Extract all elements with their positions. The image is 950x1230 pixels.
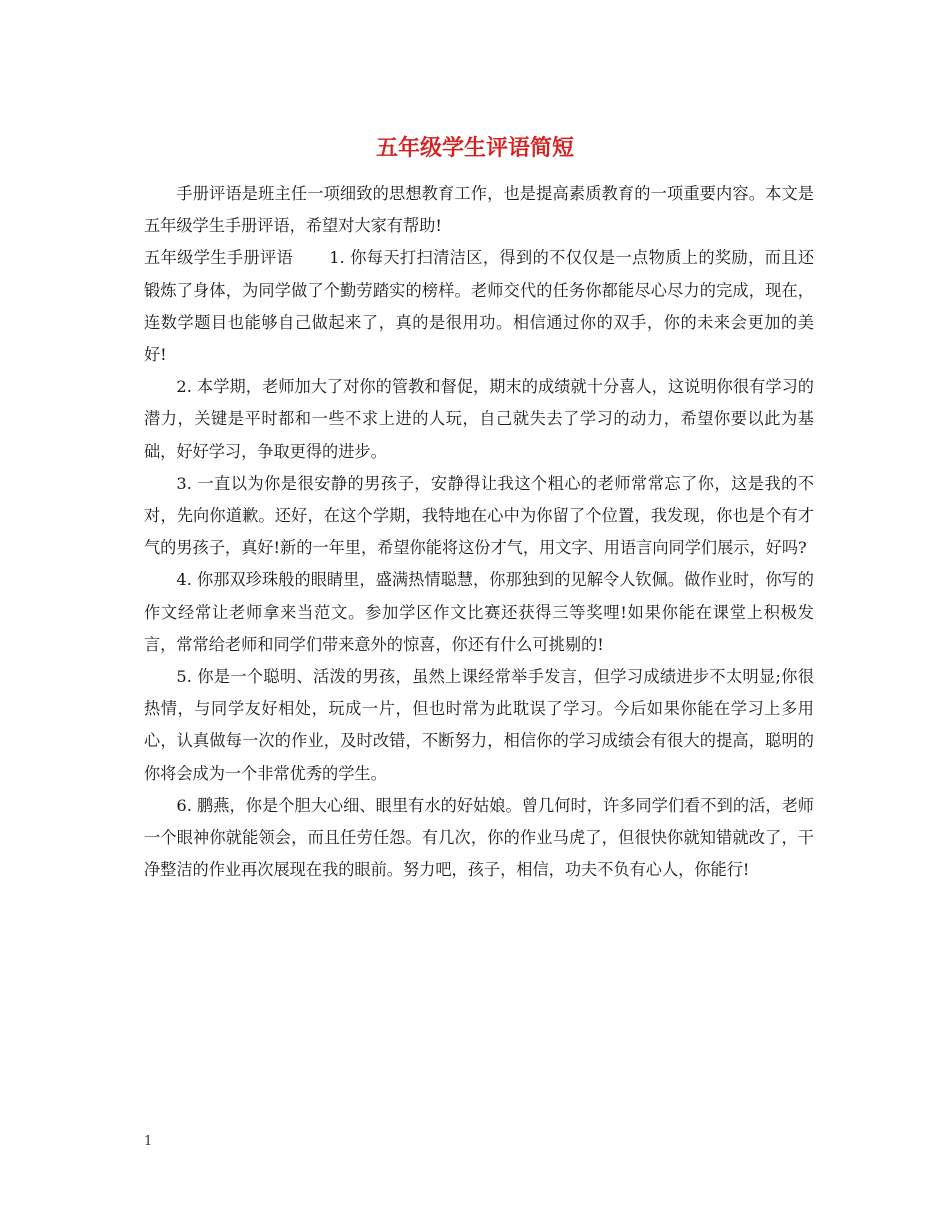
comment-paragraph-3: 3. 一直以为你是很安静的男孩子，安静得让我这个粗心的老师常常忘了你，这是我的不对，先向你道歉。还好，在这个学期，我特地在心中为你留了个位置，我发现，你也是个有才气的男孩子，真好!新的一年里，希望你能将这份才气，用文字、用语言向同学们展示，好吗? <box>144 473 814 558</box>
document-body <box>144 178 814 886</box>
comment-paragraph-4: 4. 你那双珍珠般的眼睛里，盛满热情聪慧，你那独到的见解令人钦佩。做作业时，你写的作文经常让老师拿来当范文。参加学区作文比赛还获得三等奖哩!如果你能在课堂上积极发言，常常给老师和同学们带来意外的惊喜，你还有什么可挑剔的! <box>144 570 814 654</box>
comment-paragraph-1 <box>144 242 814 371</box>
page-number: 1 <box>144 1134 153 1149</box>
intro-paragraph: 手册评语是班主任一项细致的思想教育工作，也是提高素质教育的一项重要内容。本文是五年级学生手册评语，希望对大家有帮助! <box>144 184 814 236</box>
comment-paragraph-2: 2. 本学期，老师加大了对你的管教和督促，期末的成绩就十分喜人，这说明你很有学习的潜力，关键是平时都和一些不求上进的人玩，自己就失去了学习的动力，希望你要以此为基础，好好学习，争取更得的进步。 <box>144 377 814 461</box>
section-label: 五年级学生手册评语 <box>144 248 294 268</box>
comment-text-1: 1. 你每天打扫清洁区，得到的不仅仅是一点物质上的奖励，而且还锻炼了身体，为同学做了个勤劳踏实的榜样。老师交代的任务你都能尽心尽力的完成，现在，连数学题目也能够自己做起来了，真的是很用功。相信通过你的双手，你的未来会更加的美好! <box>144 248 815 365</box>
document-title: 五年级学生评语简短 <box>375 135 574 161</box>
comment-paragraph-5: 5. 你是一个聪明、活泼的男孩，虽然上课经常举手发言，但学习成绩进步不太明显;你很热情，与同学友好相处，玩成一片，但也时常为此耽误了学习。今后如果你能在学习上多用心，认真做每一次的作业，及时改错，不断努力，相信你的学习成绩会有很大的提高，聪明的你将会成为一个非常优秀的学生。 <box>144 667 814 783</box>
comment-paragraph-6: 6. 鹏燕，你是个胆大心细、眼里有水的好姑娘。曾几何时，许多同学们看不到的活，老师一个眼神你就能领会，而且任劳任怨。有几次，你的作业马虎了，但很快你就知错就改了，干净整洁的作业再次展现在我的眼前。努力吧，孩子，相信，功夫不负有心人，你能行! <box>144 795 814 880</box>
